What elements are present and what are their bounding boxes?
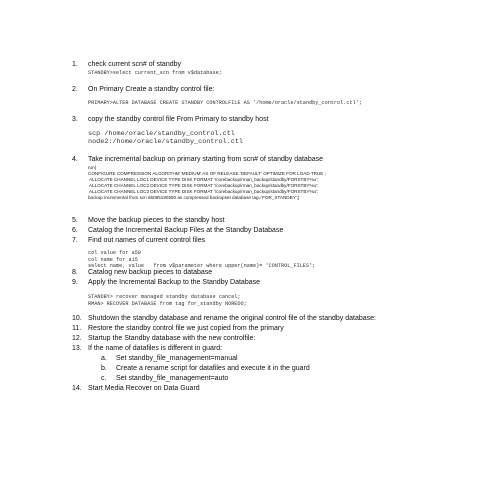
code-line: RMAN> RECOVER DATABASE from tag for_standby NOREDO;: [88, 300, 247, 307]
step-text: Move the backup pieces to the standby host: [88, 217, 225, 224]
rman-line: run{: [88, 165, 97, 170]
substep-text: Set standby_file_management=auto: [116, 375, 229, 382]
step-number: 14.: [72, 385, 82, 392]
step-text: copy the standby control file From Primary to standby host: [88, 116, 269, 123]
substep-text: Set standby_file_management=manual: [116, 355, 238, 362]
step-number: 9.: [72, 279, 78, 286]
step-number: 4.: [72, 156, 78, 163]
step-text: Catalog the Incremental Backup Files at the Standby Database: [88, 227, 284, 234]
code-line: col name for a15: [88, 256, 138, 263]
step-text: Apply the Incremental Backup to the Standby Database: [88, 279, 260, 286]
code-line: col value for a50: [88, 250, 141, 256]
step-text: Find out names of current control files: [88, 237, 206, 244]
code-line: select name, value from v$parameter where upper(name)= 'CONTROL_FILES';: [88, 263, 316, 269]
code-block-3: [88, 130, 243, 146]
step-number: 13.: [72, 345, 82, 352]
code-block-7: [88, 250, 315, 270]
step-number: 12.: [72, 335, 82, 342]
step-number: 3.: [72, 116, 78, 123]
code-block-9: [88, 294, 247, 307]
substep-letter: b.: [101, 365, 107, 372]
code-line: PRIMARY>ALTER DATABASE CREATE STANDBY CONTROLFILE AS '/home/oracle/standby_control.ctl';: [88, 100, 362, 106]
rman-script-block: [88, 165, 326, 202]
step-number: 1.: [72, 61, 78, 68]
step-number: 2.: [72, 86, 78, 93]
step-text: Restore the standby control file we just copied from the primary: [88, 325, 284, 332]
code-line: node2:/home/oracle/standby_control.ctl: [88, 138, 243, 147]
substep-letter: c.: [101, 375, 107, 382]
rman-line: ALLOCATE CHANNEL LOC2 DEVICE TYPE DISK FORMAT '/corebackup/rman_backup/standby/FORSTBY%u';: [88, 183, 319, 189]
step-number: 7.: [72, 237, 78, 244]
step-text: Take incremental backup on primary starting from scn# of standby database: [88, 156, 324, 163]
step-text: check current scn# of standby: [88, 61, 181, 68]
code-line: STANDBY> recover managed standby database cancel;: [88, 294, 241, 300]
code-block-2: [88, 100, 362, 107]
substep-letter: a.: [101, 355, 107, 362]
step-number: 6.: [72, 227, 78, 234]
step-text: Catalog new backup pieces to database: [88, 269, 213, 276]
step-number: 8.: [72, 269, 78, 276]
step-number: 10.: [72, 315, 82, 322]
step-number: 11.: [72, 325, 82, 332]
step-text: Startup the Standby database with the new controlfile:: [88, 335, 256, 342]
rman-line: CONFIGURE COMPRESSION ALGORITHM 'MEDIUM' AS OF RELEASE 'DEFAULT' OPTIMIZE FOR LOAD TRUE ;: [88, 171, 326, 177]
step-text: If the name of datafiles is different in guard:: [88, 345, 223, 352]
rman-line: ALLOCATE CHANNEL LOC1 DEVICE TYPE DISK FORMAT '/corebackup/rman_backup/standby/FORSTBY%u';: [88, 177, 319, 183]
step-text: Start Media Recover on Data Guard: [88, 385, 200, 392]
code-line: scp /home/oracle/standby_control.ctl: [88, 130, 235, 138]
step-number: 5.: [72, 217, 78, 224]
step-text: Shutdown the standby database and rename the original control file of the standby database:: [88, 315, 376, 322]
step-text: On Primary Create a standby control file:: [88, 86, 215, 93]
code-line: STANDBY>select current_scn from v$database;: [88, 70, 222, 76]
rman-line: backup incremental from scn 65085180550 as compressed backupset database tag='FOR_STANDBY';}: [88, 195, 300, 201]
rman-line: ALLOCATE CHANNEL LOC3 DEVICE TYPE DISK FORMAT '/corebackup/rman_backup/standby/FORSTBY%u';: [88, 189, 319, 195]
code-block-1: [88, 70, 222, 77]
substep-text: Create a rename script for datafiles and execute it in the guard: [116, 365, 310, 372]
